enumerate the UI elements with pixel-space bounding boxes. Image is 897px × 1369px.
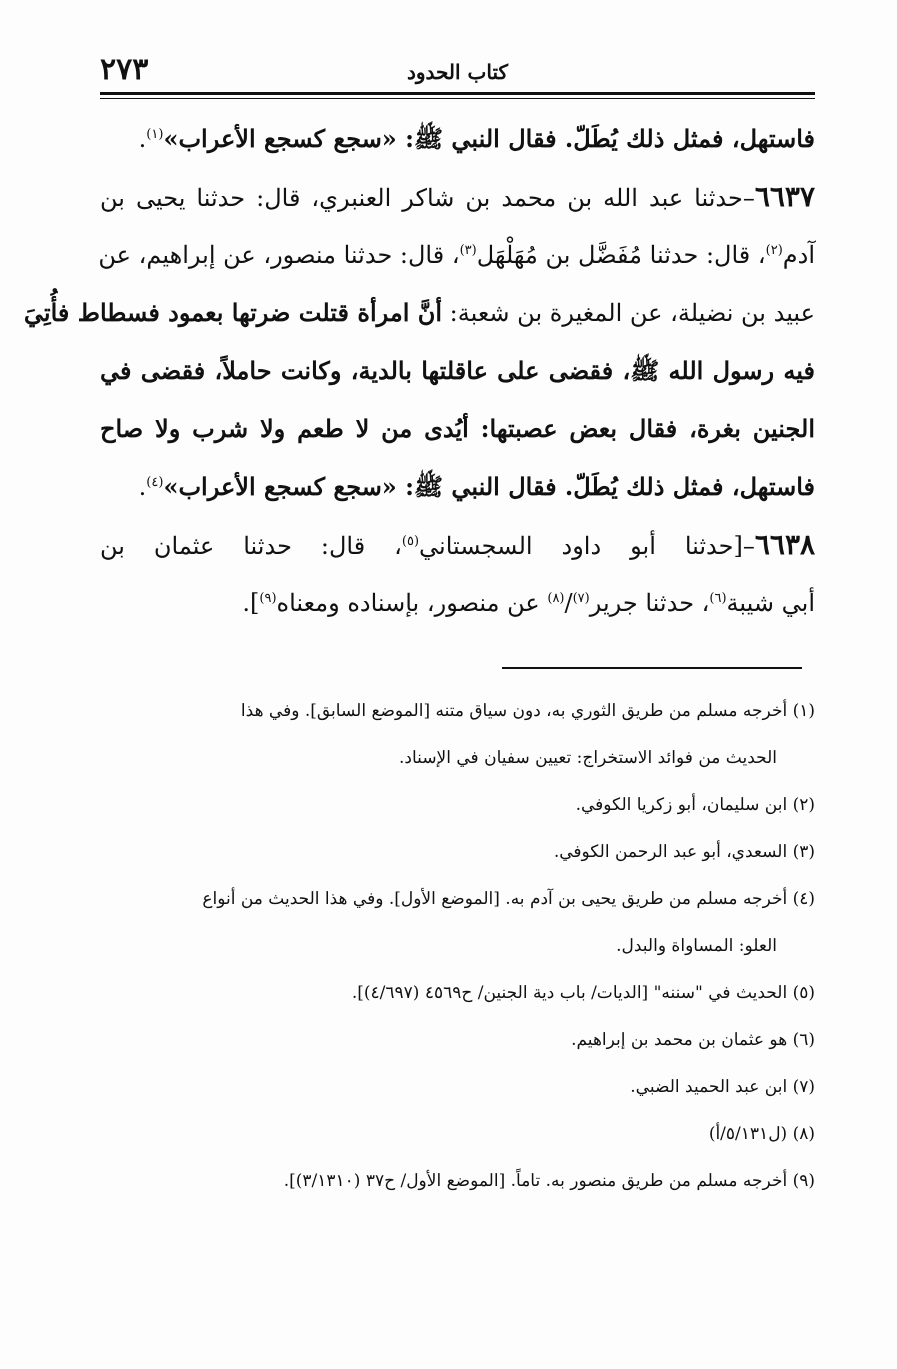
running-head [100,52,815,92]
text-line: الجنين بغرة، فقال بعض عصبتها: أيُدى من لا طعم ولا شرب ولا صاح [100,414,815,443]
footnote-7: (٧) ابن عبد الحميد الضبي. [630,1077,815,1097]
footnote-ref: (٥) [401,534,420,549]
text-line: فاستهل، فمثل ذلك يُطَلّ. فقال النبي ﷺ: «سجع كسجع الأعراب»$^{(٤)}$. [138,472,815,501]
footnote-1: (١) أخرجه مسلم من طريق الثوري به، دون سياق متنه [الموضع السابق]. وفي هذا [240,701,815,721]
text-line: فيه رسول الله ﷺ، فقضى على عاقلتها بالدية، وكانت حاملاً، فقضى في [100,356,815,385]
footnote-ref: (١) [146,127,164,142]
footnote-ref: (٣) [459,243,477,258]
text-line: آدم$^{(٢)}$، قال: حدثنا مُفَضَّل بن مُهَلْهَل$^{(٣)}$، قال: حدثنا منصور، عن إبراهيم، عن [98,241,815,269]
footnote-ref: (٢) [765,243,783,258]
footnote-separator [502,667,802,669]
book-title: كتاب الحدود [406,60,509,84]
footnote-5: (٥) الحديث في "سننه" [الديات/ باب دية الجنين/ ح٤٥٦٩ (٤/٦٩٧)]. [351,983,815,1003]
footnote-2: (٢) ابن سليمان، أبو زكريا الكوفي. [575,795,815,815]
page-number: ٢٧٣ [100,52,149,87]
main-text [23,110,816,632]
footnote-ref: (٤) [146,475,164,490]
hadith-number: ٦٦٣٧ [754,180,815,213]
footnote-9: (٩) أخرجه مسلم من طريق منصور به. تاماً. [الموضع الأول/ ح٣٧ (٣/١٣١٠)]. [283,1171,815,1191]
text-line: عبيد بن نضيلة، عن المغيرة بن شعبة: أنَّ امرأة قتلت ضرتها بعمود فسطاط فأُتِيَ [23,298,815,327]
footnote-1-cont: الحديث من فوائد الاستخراج: تعيين سفيان في الإسناد. [399,748,777,768]
header-rule-thick [100,92,815,95]
text-line: فاستهل، فمثل ذلك يُطَلّ. فقال النبي ﷺ: «سجع كسجع الأعراب»$^{(١)}$. [138,124,815,153]
footnotes [100,688,815,1205]
hadith-number: ٦٦٣٨ [754,528,816,561]
footnote-ref: (٨) [547,591,565,606]
footnote-ref: (٧) [572,591,590,606]
footnote-ref: (٩) [259,591,277,606]
text-line: ٦٦٣٨–[حدثنا أبو داود السجستاني$^{(٥)}$، قال: حدثنا عثمان بن [100,528,816,561]
footnote-8: (٨) (ل٥/١٣١/أ) [708,1124,815,1144]
footnote-4-cont: العلو: المساواة والبدل. [616,936,777,956]
footnote-ref: (٦) [709,591,727,606]
footnote-6: (٦) هو عثمان بن محمد بن إبراهيم. [571,1030,815,1050]
text-line: أبي شيبة$^{(٦)}$، حدثنا جرير$^{(٧)}$/$^{(٨)}$ عن منصور، بإسناده ومعناه$^{(٩)}$]. [242,589,815,617]
header-rule-thin [100,98,815,99]
footnote-3: (٣) السعدي، أبو عبد الرحمن الكوفي. [553,842,815,862]
text-line: ٦٦٣٧–حدثنا عبد الله بن محمد بن شاكر العنبري، قال: حدثنا يحيى بن [100,180,815,213]
footnote-4: (٤) أخرجه مسلم من طريق يحيى بن آدم به. [الموضع الأول]. وفي هذا الحديث من أنواع [202,889,815,909]
